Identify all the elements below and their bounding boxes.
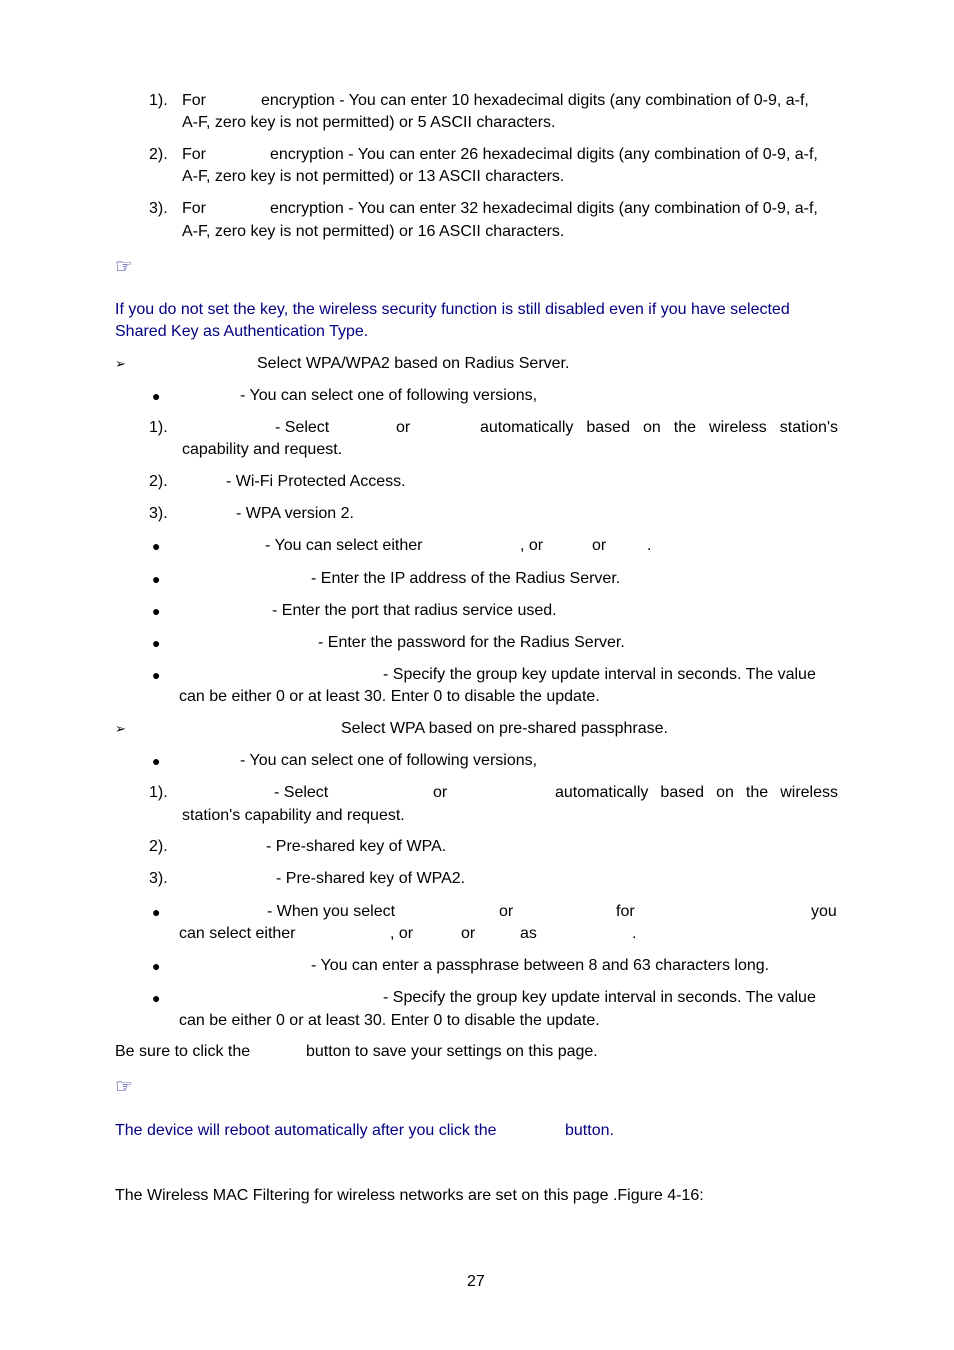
item-text: - Wi-Fi Protected Access. — [226, 473, 406, 490]
bullet-text: - You can select either — [265, 537, 423, 554]
item-text: For — [182, 92, 206, 109]
bullet-text: can be either 0 or at least 30. Enter 0 to disable the update. — [179, 688, 600, 705]
bullet-text: for — [616, 903, 635, 920]
bullet-text: - You can select one of following versions, — [240, 752, 538, 769]
item-text: or — [396, 419, 411, 436]
item-number: 3). — [149, 200, 168, 217]
section-intro: Select WPA/WPA2 based on Radius Server. — [257, 355, 570, 372]
note-text: The device will reboot automatically after you click the — [115, 1122, 497, 1139]
bullet-dot-icon: ● — [152, 990, 161, 1006]
bullet-text: or — [499, 903, 514, 920]
bullet-dot-icon: ● — [152, 904, 161, 920]
bullet-text: . — [647, 537, 652, 554]
item-text: automatically based on the wireless — [555, 784, 838, 801]
item-text: - Pre-shared key of WPA. — [266, 838, 447, 855]
bullet-text: - You can enter a passphrase between 8 and 63 characters long. — [311, 957, 770, 974]
bullet-text: you — [811, 903, 837, 920]
bullet-dot-icon: ● — [152, 667, 161, 683]
bullet-text: as — [520, 925, 537, 942]
bullet-text: - Enter the port that radius service used. — [272, 602, 557, 619]
arrowhead-icon: ➢ — [115, 356, 126, 371]
item-text: or — [433, 784, 448, 801]
bullet-text: - Specify the group key update interval in seconds. The value — [383, 666, 816, 683]
bullet-dot-icon: ● — [152, 571, 161, 587]
item-text: encryption - You can enter 10 hexadecimal digits (any combination of 0-9, a-f, — [261, 92, 809, 109]
section-intro: Select WPA based on pre-shared passphrase. — [341, 720, 668, 737]
bullet-dot-icon: ● — [152, 388, 161, 404]
item-number: 2). — [149, 146, 168, 163]
item-text: A-F, zero key is not permitted) or 5 ASCII characters. — [182, 114, 556, 131]
page-number: 27 — [467, 1273, 485, 1290]
bullet-text: - You can select one of following versions, — [240, 387, 538, 404]
item-number: 2). — [149, 838, 168, 855]
paragraph: The Wireless MAC Filtering for wireless networks are set on this page .Figure 4-16: — [115, 1187, 704, 1204]
item-number: 2). — [149, 473, 168, 490]
item-text: encryption - You can enter 26 hexadecimal digits (any combination of 0-9, a-f, — [270, 146, 818, 163]
item-text: encryption - You can enter 32 hexadecimal digits (any combination of 0-9, a-f, — [270, 200, 818, 217]
item-text: A-F, zero key is not permitted) or 16 ASCII characters. — [182, 223, 565, 240]
item-number: 1). — [149, 419, 168, 436]
item-text: capability and request. — [182, 441, 343, 458]
bullet-dot-icon: ● — [152, 603, 161, 619]
note-text: Shared Key as Authentication Type. — [115, 323, 369, 340]
arrowhead-icon: ➢ — [115, 721, 126, 736]
item-text: automatically based on the wireless station's — [480, 419, 838, 436]
pointing-hand-icon: ☞ — [115, 1076, 133, 1098]
note-text: button. — [565, 1122, 614, 1139]
item-number: 3). — [149, 870, 168, 887]
item-text: station's capability and request. — [182, 807, 405, 824]
bullet-text: - Enter the IP address of the Radius Server. — [311, 570, 621, 587]
bullet-dot-icon: ● — [152, 538, 161, 554]
bullet-text: - When you select — [267, 903, 396, 920]
bullet-text: or — [592, 537, 607, 554]
item-text: For — [182, 146, 206, 163]
item-text: - Select — [274, 784, 329, 801]
item-number: 1). — [149, 92, 168, 109]
item-text: A-F, zero key is not permitted) or 13 ASCII characters. — [182, 168, 565, 185]
item-text: - WPA version 2. — [236, 505, 354, 522]
item-text: For — [182, 200, 206, 217]
bullet-text: or — [461, 925, 476, 942]
item-number: 1). — [149, 784, 168, 801]
save-instruction: Be sure to click the — [115, 1043, 251, 1060]
item-number: 3). — [149, 505, 168, 522]
item-text: - Select — [275, 419, 330, 436]
bullet-dot-icon: ● — [152, 635, 161, 651]
bullet-dot-icon: ● — [152, 958, 161, 974]
bullet-text: can select either — [179, 925, 296, 942]
pointing-hand-icon: ☞ — [115, 256, 133, 278]
bullet-text: , or — [390, 925, 414, 942]
bullet-text: , or — [520, 537, 544, 554]
note-text: If you do not set the key, the wireless security function is still disabled even if you have selected — [115, 301, 790, 318]
item-text: - Pre-shared key of WPA2. — [276, 870, 466, 887]
save-instruction: button to save your settings on this page. — [306, 1043, 598, 1060]
bullet-text: - Specify the group key update interval in seconds. The value — [383, 989, 816, 1006]
bullet-text: . — [632, 925, 637, 942]
bullet-text: can be either 0 or at least 30. Enter 0 to disable the update. — [179, 1012, 600, 1029]
bullet-dot-icon: ● — [152, 753, 161, 769]
bullet-text: - Enter the password for the Radius Server. — [318, 634, 625, 651]
